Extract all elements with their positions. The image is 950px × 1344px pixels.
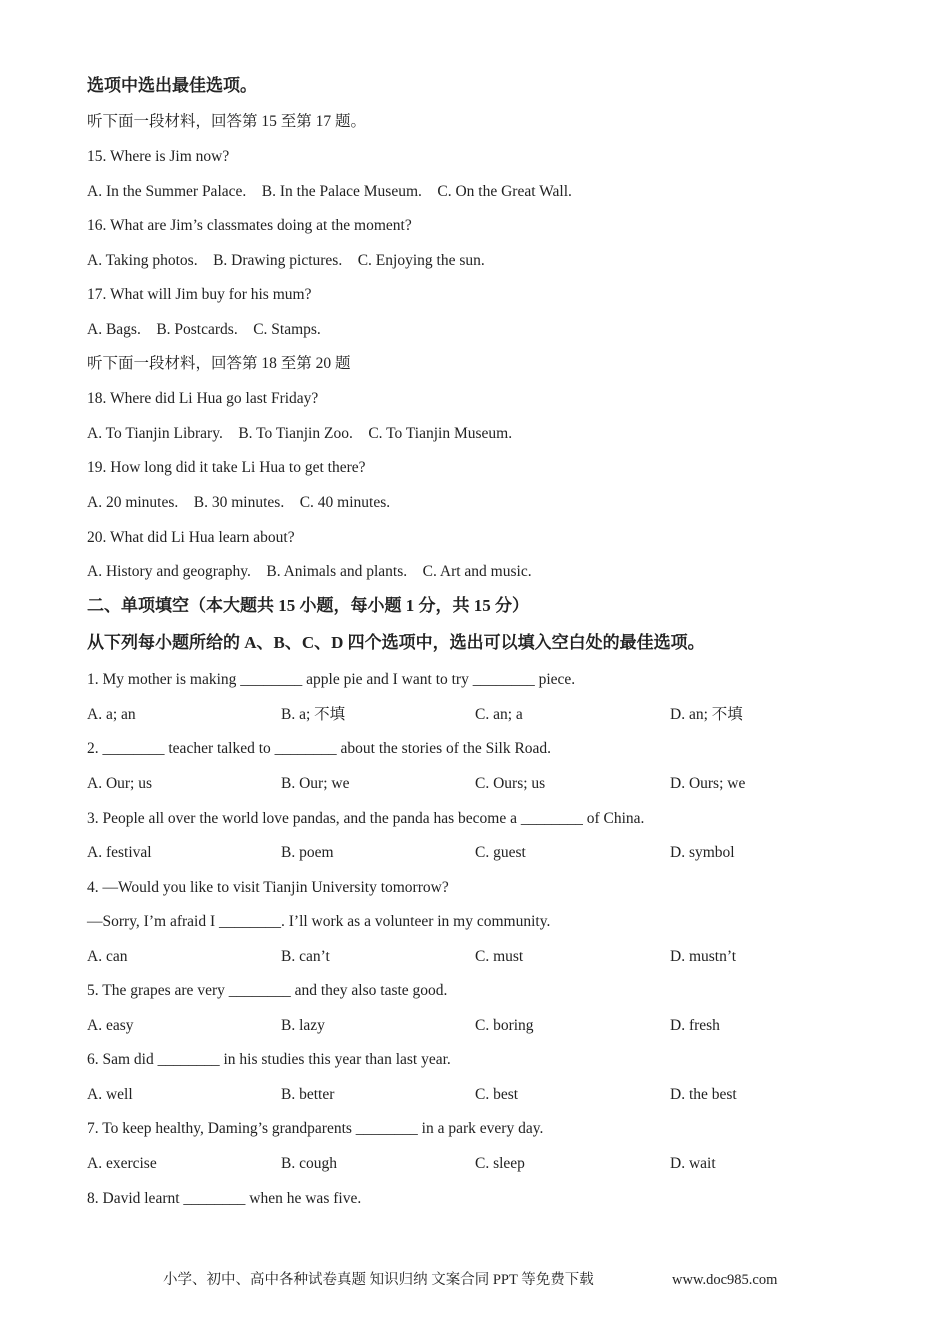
mc-question-5-option-c: C. boring [475, 1017, 534, 1034]
question-17-options: A. Bags. B. Postcards. C. Stamps. [87, 321, 321, 338]
mc-question-8-stem: 8. David learnt ________ when he was five. [87, 1190, 362, 1207]
mc-question-7-option-a: A. exercise [87, 1155, 157, 1172]
question-19-options: A. 20 minutes. B. 30 minutes. C. 40 minutes. [87, 494, 391, 511]
mc-question-4-option-c: C. must [475, 948, 524, 965]
mc-question-4-stem: 4. —Would you like to visit Tianjin University tomorrow? [87, 879, 449, 896]
mc-question-6-option-a: A. well [87, 1086, 133, 1103]
mc-question-4-option-b: B. can’t [281, 948, 330, 965]
question-20-options: A. History and geography. B. Animals and plants. C. Art and music. [87, 563, 532, 580]
mc-question-2-option-b: B. Our; we [281, 775, 350, 792]
mc-question-1-stem: 1. My mother is making ________ apple pie and I want to try ________ piece. [87, 671, 576, 688]
question-15-options: A. In the Summer Palace. B. In the Palace Museum. C. On the Great Wall. [87, 183, 572, 200]
mc-question-4-option-d: D. mustn’t [670, 948, 737, 965]
mc-question-4-option-a: A. can [87, 948, 128, 965]
mc-question-3-option-a: A. festival [87, 844, 152, 861]
mc-question-5-option-a: A. easy [87, 1017, 134, 1034]
question-17: 17. What will Jim buy for his mum? [87, 286, 312, 303]
heading-continued: 选项中选出最佳选项。 [87, 76, 257, 95]
mc-question-1-option-d: D. an; 不填 [670, 706, 743, 723]
listening-intro-2: 听下面一段材料，回答第 18 至第 20 题 [87, 355, 351, 372]
footer-website: www.doc985.com [672, 1272, 778, 1288]
mc-question-3-option-c: C. guest [475, 844, 526, 861]
mc-question-2-option-a: A. Our; us [87, 775, 153, 792]
mc-question-6-option-b: B. better [281, 1086, 335, 1103]
mc-question-1-option-c: C. an; a [475, 706, 523, 723]
section-2-instruction: 从下列每小题所给的 A、B、C、D 四个选项中，选出可以填入空白处的最佳选项。 [87, 633, 705, 652]
mc-question-2-stem: 2. ________ teacher talked to ________ about the stories of the Silk Road. [87, 740, 552, 757]
question-20: 20. What did Li Hua learn about? [87, 529, 295, 546]
mc-question-1-option-a: A. a; an [87, 706, 136, 723]
mc-question-7-stem: 7. To keep healthy, Daming’s grandparents ________ in a park every day. [87, 1120, 544, 1137]
mc-question-3-option-b: B. poem [281, 844, 334, 861]
question-15: 15. Where is Jim now? [87, 148, 230, 165]
question-19: 19. How long did it take Li Hua to get there? [87, 459, 366, 476]
mc-question-6-option-c: C. best [475, 1086, 519, 1103]
mc-question-2-option-c: C. Ours; us [475, 775, 546, 792]
mc-question-3-stem: 3. People all over the world love pandas, and the panda has become a ________ of China. [87, 810, 645, 827]
question-16-options: A. Taking photos. B. Drawing pictures. C. Enjoying the sun. [87, 252, 485, 269]
listening-intro-1: 听下面一段材料，回答第 15 至第 17 题。 [87, 113, 367, 130]
question-18-options: A. To Tianjin Library. B. To Tianjin Zoo. C. To Tianjin Museum. [87, 425, 513, 442]
mc-question-3-option-d: D. symbol [670, 844, 735, 861]
mc-question-5-stem: 5. The grapes are very ________ and they also taste good. [87, 982, 448, 999]
mc-question-6-stem: 6. Sam did ________ in his studies this year than last year. [87, 1051, 451, 1068]
section-2-title: 二、单项填空（本大题共 15 小题，每小题 1 分，共 15 分） [87, 596, 529, 615]
mc-question-6-option-d: D. the best [670, 1086, 737, 1103]
mc-question-7-option-b: B. cough [281, 1155, 337, 1172]
question-16: 16. What are Jim’s classmates doing at the moment? [87, 217, 412, 234]
mc-question-7-option-d: D. wait [670, 1155, 716, 1172]
mc-question-2-option-d: D. Ours; we [670, 775, 746, 792]
mc-question-7-option-c: C. sleep [475, 1155, 525, 1172]
question-18: 18. Where did Li Hua go last Friday? [87, 390, 319, 407]
mc-question-5-option-d: D. fresh [670, 1017, 720, 1034]
footer-promo-text: 小学、初中、高中各种试卷真题 知识归纳 文案合同 PPT 等免费下载 [163, 1272, 594, 1288]
mc-question-5-option-b: B. lazy [281, 1017, 325, 1034]
mc-question-4-stem-reply: —Sorry, I’m afraid I ________. I’ll work as a volunteer in my community. [87, 913, 551, 930]
mc-question-1-option-b: B. a; 不填 [281, 706, 346, 723]
